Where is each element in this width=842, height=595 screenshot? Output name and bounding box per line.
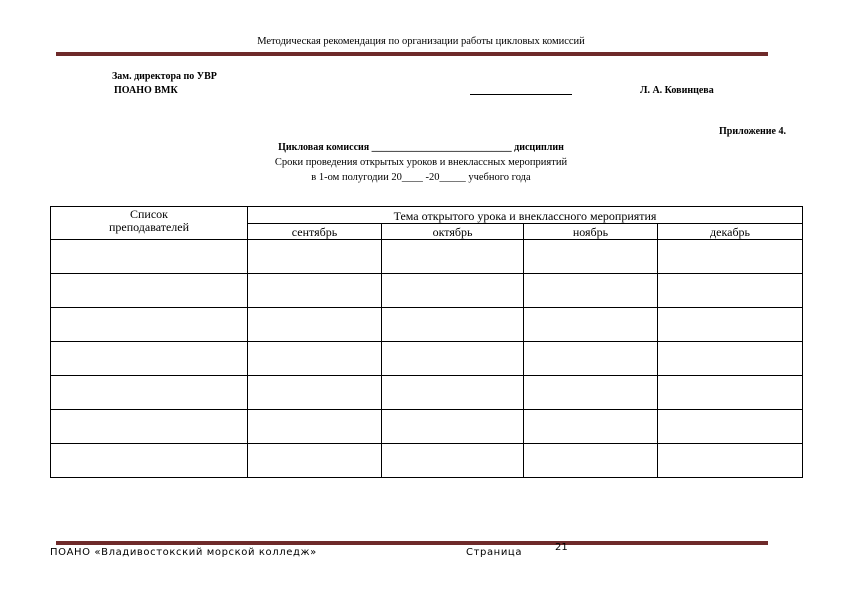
table-row — [51, 274, 803, 308]
footer-page-label: Страница — [466, 547, 523, 558]
table-cell[interactable] — [658, 342, 803, 376]
teachers-column-header — [51, 207, 248, 240]
document-header-title: Методическая рекомендация по организации работы цикловых комиссий — [257, 36, 585, 47]
table-cell[interactable] — [382, 308, 524, 342]
schedule-title: Сроки проведения открытых уроков и внеклассных мероприятий — [274, 157, 568, 168]
table-cell[interactable] — [51, 376, 248, 410]
footer-divider — [56, 541, 768, 545]
month-header-november: ноябрь — [524, 224, 658, 240]
table-cell[interactable] — [524, 274, 658, 308]
table-cell[interactable] — [524, 444, 658, 478]
table-cell[interactable] — [658, 308, 803, 342]
table-cell[interactable] — [382, 274, 524, 308]
table-cell[interactable] — [524, 308, 658, 342]
table-row — [51, 342, 803, 376]
table-cell[interactable] — [248, 274, 382, 308]
signature-organization: ПОАНО ВМК — [114, 85, 178, 96]
table-cell[interactable] — [658, 444, 803, 478]
table-cell[interactable] — [658, 410, 803, 444]
table-cell[interactable] — [658, 274, 803, 308]
table-cell[interactable] — [51, 274, 248, 308]
header-divider — [56, 52, 768, 56]
month-header-september: сентябрь — [248, 224, 382, 240]
month-header-october: октябрь — [382, 224, 524, 240]
footer-organization: ПОАНО «Владивостокский морской колледж» — [50, 547, 317, 558]
table-cell[interactable] — [51, 308, 248, 342]
table-cell[interactable] — [524, 410, 658, 444]
table-cell[interactable] — [524, 342, 658, 376]
table-cell[interactable] — [248, 376, 382, 410]
table-cell[interactable] — [51, 410, 248, 444]
table-row — [51, 376, 803, 410]
table-cell[interactable] — [248, 342, 382, 376]
table-cell[interactable] — [248, 444, 382, 478]
signature-name: Л. А. Ковинцева — [640, 85, 714, 96]
commission-line: Цикловая комиссия ____________________________ дисциплин — [278, 142, 564, 153]
table-row — [51, 444, 803, 478]
table-cell[interactable] — [658, 376, 803, 410]
footer-page-number: 21 — [555, 542, 568, 553]
teachers-header-line2: преподавателей — [108, 220, 190, 234]
table-cell[interactable] — [382, 444, 524, 478]
table-cell[interactable] — [248, 240, 382, 274]
appendix-label: Приложение 4. — [719, 126, 786, 137]
table-cell[interactable] — [382, 410, 524, 444]
signature-position: Зам. директора по УВР — [112, 71, 217, 82]
table-cell[interactable] — [524, 240, 658, 274]
table-row — [51, 410, 803, 444]
schedule-table — [50, 206, 803, 478]
table-cell[interactable] — [248, 410, 382, 444]
table-cell[interactable] — [382, 342, 524, 376]
teachers-header-line1: Список — [129, 207, 168, 221]
table-cell[interactable] — [382, 240, 524, 274]
table-row — [51, 308, 803, 342]
table-cell[interactable] — [248, 308, 382, 342]
table-cell[interactable] — [51, 240, 248, 274]
table-cell[interactable] — [382, 376, 524, 410]
month-header-december: декабрь — [658, 224, 803, 240]
schedule-period: в 1-ом полугодии 20____ -20_____ учебного года — [311, 172, 531, 183]
table-cell[interactable] — [524, 376, 658, 410]
table-row — [51, 240, 803, 274]
table-cell[interactable] — [51, 444, 248, 478]
signature-line — [470, 94, 572, 95]
table-cell[interactable] — [658, 240, 803, 274]
topic-header: Тема открытого урока и внеклассного мероприятия — [248, 207, 803, 224]
table-cell[interactable] — [51, 342, 248, 376]
